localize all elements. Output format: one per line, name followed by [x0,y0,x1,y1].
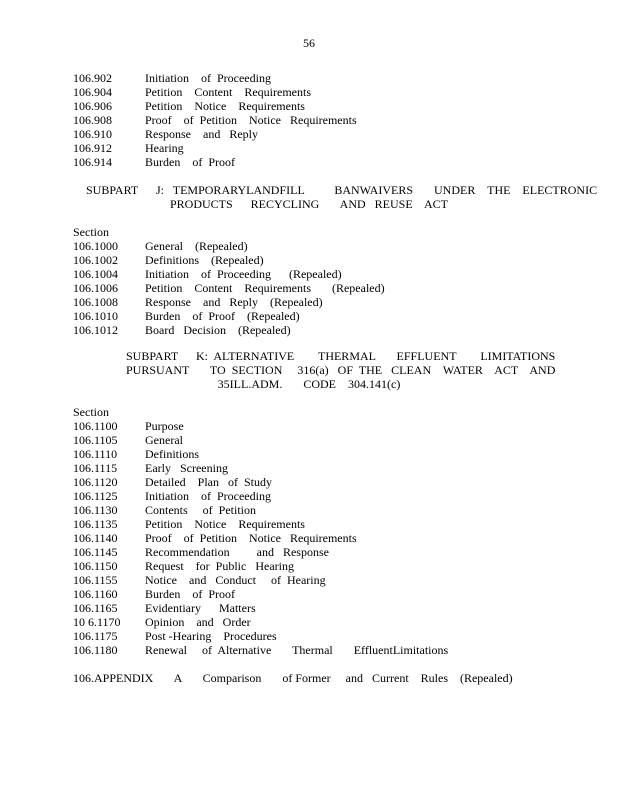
toc-row [73,475,448,489]
section-number: 106.902 [73,71,112,85]
toc-row [73,447,448,461]
section-number: 106.1130 [73,503,118,517]
section-number: 106.1175 [73,629,118,643]
toc-row [73,503,448,517]
section-title: Petition Content Requirements [145,85,311,99]
toc-row [73,587,448,601]
section-number: 106.1135 [73,517,118,531]
page-number: 56 [303,36,315,50]
subpart-j-heading-line2: PRODUCTS RECYCLING AND REUSE ACT [169,197,449,211]
section-title: Notice and Conduct of Hearing [145,573,326,587]
section-title: Contents of Petition [145,503,256,517]
section-number: 106.1100 [73,419,118,433]
subpart-j-heading-line1: SUBPART J: TEMPORARYLANDFILL BANWAIVERS UNDER THE ELECTRONIC [86,183,598,197]
toc-row [73,615,448,629]
toc-list-general [73,71,357,169]
section-title: Hearing [145,141,184,155]
section-title: Petition Content Requirements (Repealed) [145,281,385,295]
section-title: Definitions [145,447,199,461]
section-number: 106.1110 [73,447,118,461]
section-number: 106.1155 [73,573,118,587]
toc-row [73,461,448,475]
toc-row [73,267,385,281]
section-title: Renewal of Alternative Thermal EffluentLimitations [145,643,449,657]
toc-row [73,517,448,531]
toc-list-subpart-j [73,225,385,337]
toc-row [73,643,448,657]
toc-row [73,433,448,447]
section-number: 106.1004 [73,267,118,281]
toc-row [73,85,357,99]
toc-row [73,573,448,587]
section-number: 106.1105 [73,433,118,447]
section-title: Initiation of Proceeding [145,489,271,503]
toc-row [73,239,385,253]
toc-row [73,531,448,545]
section-title: Burden of Proof (Repealed) [145,309,300,323]
toc-row [73,295,385,309]
section-number: 106.1165 [73,601,118,615]
section-title: Purpose [145,419,184,433]
section-number: 106.1145 [73,545,118,559]
section-number: 106.914 [73,155,112,169]
section-title: Proof of Petition Notice Requirements [145,113,357,127]
toc-row [73,253,385,267]
toc-row [73,127,357,141]
subpart-k-heading-line2: PURSUANT TO SECTION 316(a) OF THE CLEAN WATER ACT AND [126,363,556,377]
section-title: Initiation of Proceeding (Repealed) [145,267,342,281]
section-number: 106.910 [73,127,112,141]
section-title: Recommendation and Response [145,545,329,559]
section-number: 106.1125 [73,489,118,503]
section-number: 106.906 [73,99,112,113]
section-title: Post -Hearing Procedures [145,629,277,643]
toc-row [73,545,448,559]
section-title: General [145,433,183,447]
toc-row [73,419,448,433]
toc-row [73,559,448,573]
section-number: 106.904 [73,85,112,99]
section-number: 106.1115 [73,461,118,475]
section-number: 106.908 [73,113,112,127]
section-title: Burden of Proof [145,155,235,169]
section-title: Petition Notice Requirements [145,99,305,113]
appendix-entry: 106.APPENDIX A Comparison of Former and Current Rules (Repealed) [73,671,513,685]
section-number: 106.1008 [73,295,118,309]
section-number: 106.912 [73,141,112,155]
subpart-k-heading-line3: 35ILL.ADM. CODE 304.141(c) [217,377,401,391]
toc-row [73,323,385,337]
section-title: Board Decision (Repealed) [145,323,291,337]
section-number: 106.1002 [73,253,118,267]
toc-row [73,309,385,323]
toc-row [73,489,448,503]
section-title: Burden of Proof [145,587,235,601]
toc-row [73,113,357,127]
toc-row [73,71,357,85]
section-title: Evidentiary Matters [145,601,256,615]
toc-row [73,141,357,155]
section-number: 106.1000 [73,239,118,253]
section-label: Section [73,405,109,419]
section-title: Early Screening [145,461,228,475]
toc-row [73,601,448,615]
section-title: General (Repealed) [145,239,248,253]
section-number: 106.1180 [73,643,118,657]
section-title: Detailed Plan of Study [145,475,272,489]
section-title: Request for Public Hearing [145,559,294,573]
section-label: Section [73,225,109,239]
toc-row [73,99,357,113]
section-number: 10 6.1170 [73,615,121,629]
section-number: 106.1160 [73,587,118,601]
toc-row [73,155,357,169]
toc-row [73,629,448,643]
section-number: 106.1006 [73,281,118,295]
section-title: Response and Reply [145,127,258,141]
section-number: 106.1012 [73,323,118,337]
section-title: Proof of Petition Notice Requirements [145,531,357,545]
section-title: Opinion and Order [145,615,251,629]
subpart-k-heading-line1: SUBPART K: ALTERNATIVE THERMAL EFFLUENT LIMITATIONS [126,349,556,363]
section-title: Initiation of Proceeding [145,71,271,85]
section-title: Definitions (Repealed) [145,253,264,267]
toc-row [73,281,385,295]
section-number: 106.1010 [73,309,118,323]
section-title: Response and Reply (Repealed) [145,295,323,309]
section-title: Petition Notice Requirements [145,517,305,531]
toc-list-subpart-k [73,405,448,657]
section-number: 106.1120 [73,475,118,489]
section-number: 106.1140 [73,531,118,545]
section-number: 106.1150 [73,559,118,573]
